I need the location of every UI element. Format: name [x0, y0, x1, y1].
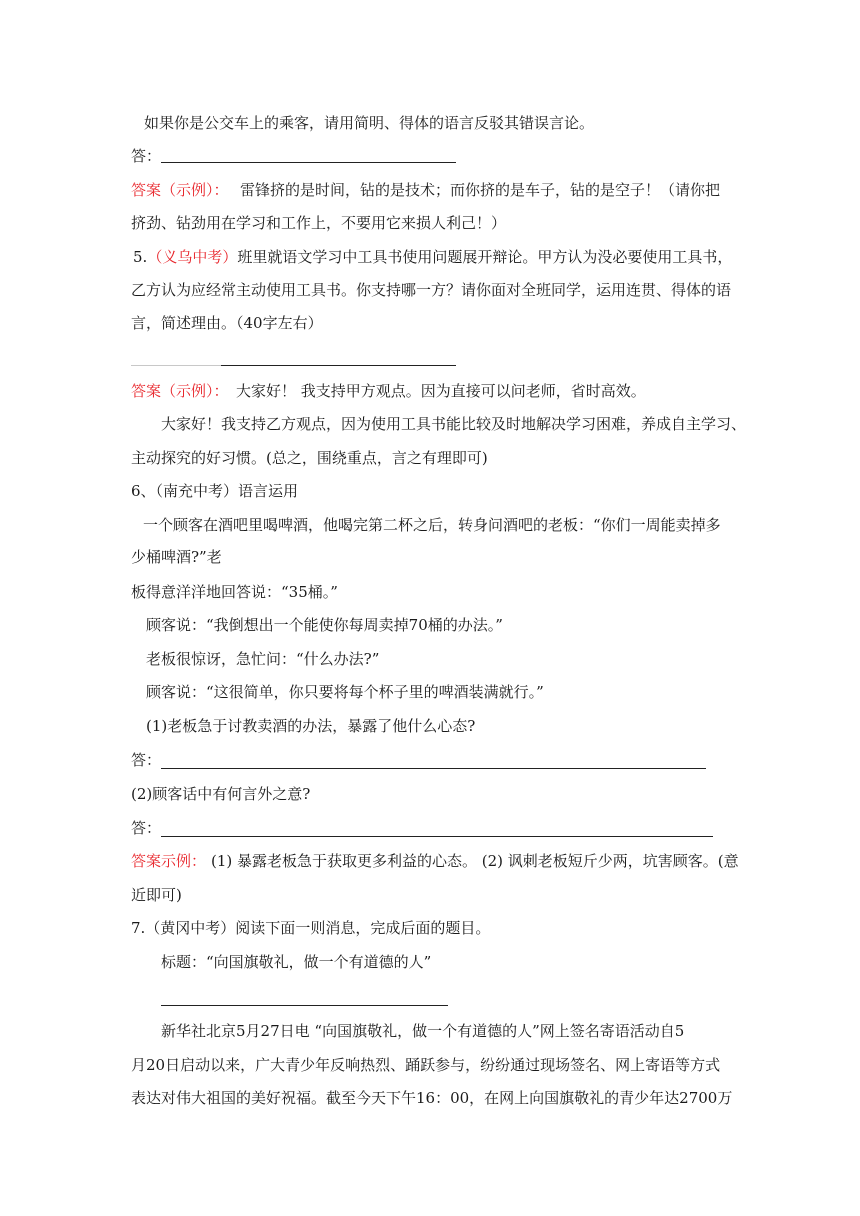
- q6-heading: 6、（南充中考）语言运用: [131, 482, 299, 500]
- q6-story-line3: 板得意洋洋地回答说：“35桶。”: [131, 583, 338, 601]
- q6-story-line4: 顾客说：“我倒想出一个能使你每周卖掉70桶的办法。”: [146, 616, 503, 634]
- q6-key-line1: (1) 暴露老板急于获取更多利益的心态。 (2) 讽刺老板短斤少两，坑害顾客。(意: [211, 852, 739, 870]
- q4-key-label: 答案（示例）：: [131, 181, 229, 199]
- q6-sub2: (2)顾客话中有何言外之意?: [131, 785, 311, 803]
- q5-line1: 班里就语文学习中工具书使用问题展开辩论。甲方认为没必要使用工具书，: [237, 248, 733, 266]
- q7-heading: 7.（黄冈中考）阅读下面一则消息，完成后面的题目。: [131, 919, 491, 937]
- q6-key-line2: 近即可): [131, 886, 182, 904]
- q6-answer-line1: [161, 768, 706, 769]
- q5-answer-line: [221, 365, 456, 366]
- q6-answer-prefix1: 答：: [131, 751, 162, 769]
- q7-title-line: 标题：“向国旗敬礼，做一个有道德的人”: [161, 953, 432, 971]
- q6-story-line2: 少桶啤酒?”老: [131, 548, 222, 566]
- q6-answer-line2: [161, 836, 713, 837]
- q5-line3: 言，简述理由。（40字左右）: [131, 314, 323, 332]
- q5-key-line1: 大家好！ 我支持甲方观点。因为直接可以问老师，省时高效。: [236, 382, 646, 400]
- q5-line2: 乙方认为应经常主动使用工具书。你支持哪一方？请你面对全班同学，运用连贯、得体的语: [131, 281, 732, 299]
- q6-story-line6: 顾客说：“这很简单，你只要将每个杯子里的啤酒装满就行。”: [146, 683, 544, 701]
- q4-key-line1: 雷锋挤的是时间，钻的是技术；而你挤的是车子，钻的是空子！（请你把: [240, 181, 721, 199]
- q7-news-line1: 新华社北京5月27日电 “向国旗敬礼，做一个有道德的人”网上签名寄语活动自5: [161, 1022, 685, 1040]
- q5-alt-line1: 大家好！我支持乙方观点，因为使用工具书能比较及时地解决学习困难，养成自主学习、: [161, 415, 747, 433]
- q6-story-line5: 老板很惊讶，急忙问：“什么办法?”: [146, 650, 380, 668]
- q5-alt-line2: 主动探究的好习惯。(总之，围绕重点，言之有理即可): [131, 449, 488, 467]
- q6-key-label: 答案示例：: [131, 852, 207, 870]
- q5-answer-line-faint: [131, 365, 221, 366]
- q5-source: （义乌中考）: [147, 248, 238, 266]
- q6-sub1: (1)老板急于讨教卖酒的办法，暴露了他什么心态?: [146, 717, 476, 735]
- q7-news-line2: 月20日启动以来，广大青少年反响热烈、踊跃参与，纷纷通过现场签名、网上寄语等方式: [131, 1056, 721, 1074]
- q4-answer-prefix: 答：: [131, 147, 162, 165]
- q6-story-line1: 一个顾客在酒吧里喝啤酒，他喝完第二杯之后，转身问酒吧的老板：“你们一周能卖掉多: [143, 516, 721, 534]
- q5-key-label: 答案（示例）：: [131, 382, 229, 400]
- q5-number: [133, 247, 732, 267]
- q5-num: 5.: [133, 248, 148, 266]
- q7-answer-line: [161, 1005, 448, 1006]
- q7-news-line3: 表达对伟大祖国的美好祝福。截至今天下午16：00，在网上向国旗敬礼的青少年达2700万: [131, 1089, 733, 1107]
- q6-answer-prefix2: 答：: [131, 819, 162, 837]
- q4-key-line2: 挤劲、钻劲用在学习和工作上，不要用它来损人利己！）: [131, 214, 507, 232]
- q4-answer-line: [161, 162, 456, 163]
- q4-prompt: 如果你是公交车上的乘客，请用简明、得体的语言反驳其错误言论。: [144, 114, 595, 132]
